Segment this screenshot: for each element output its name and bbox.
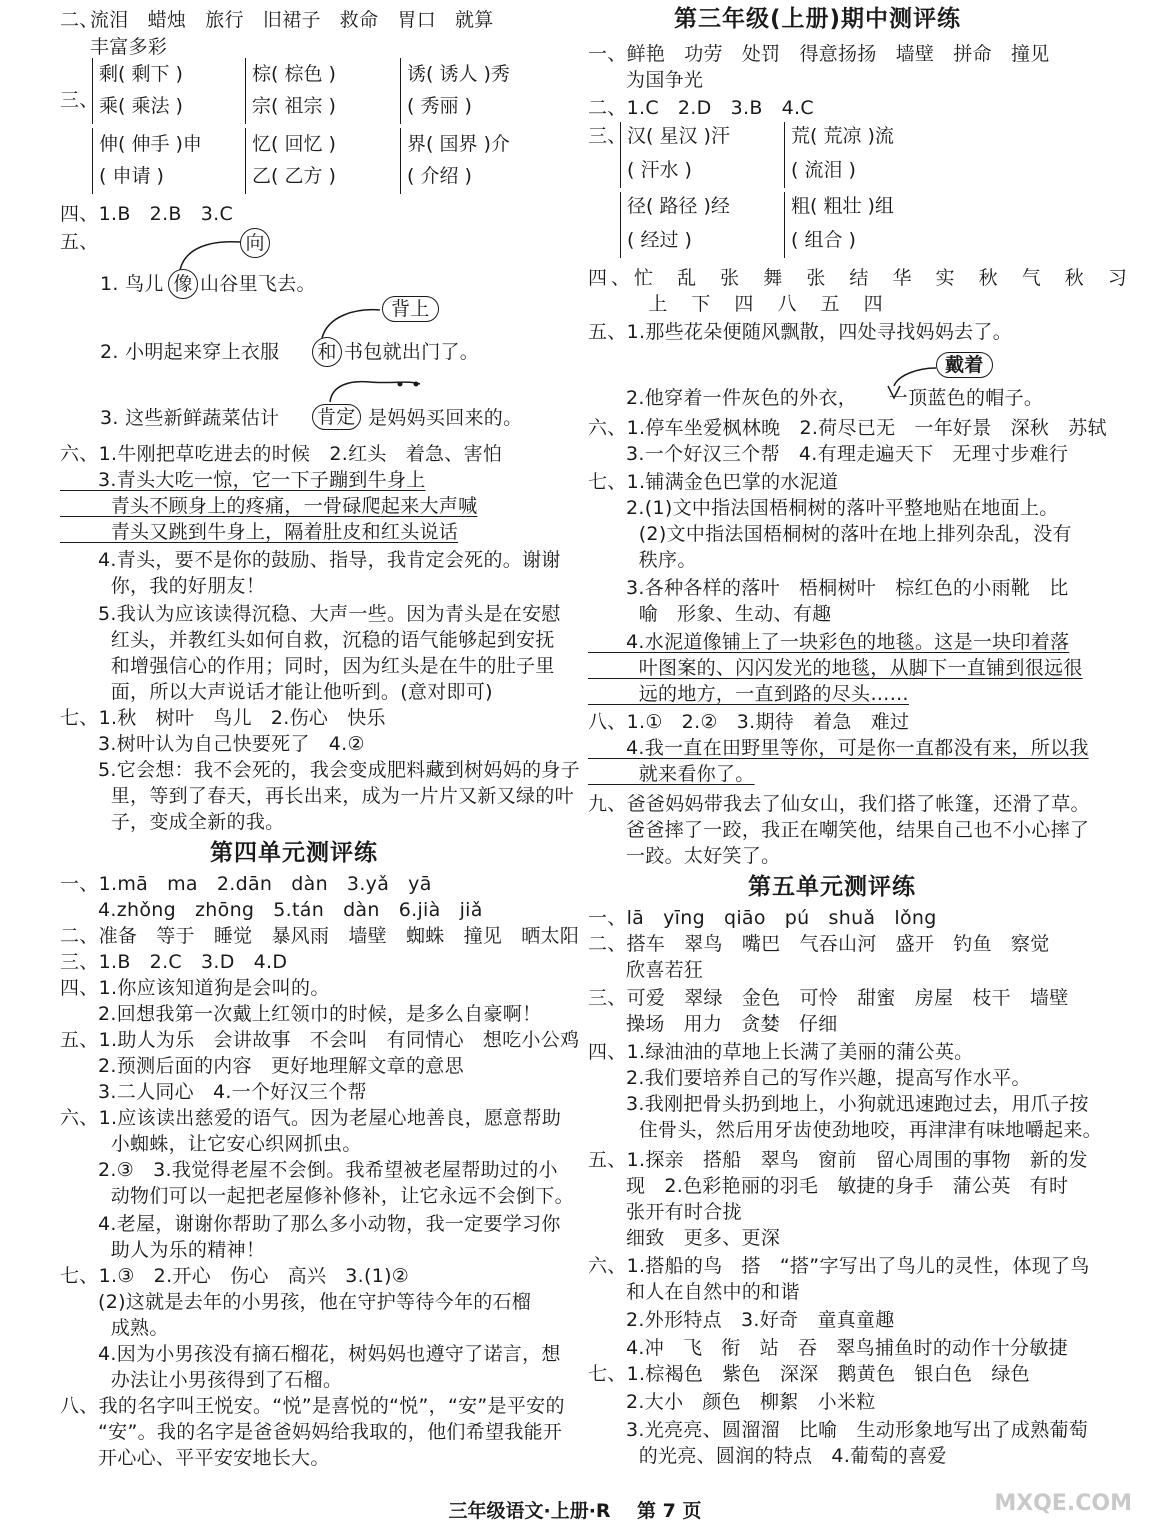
midterm-line: 九、爸爸妈妈带我去了仙女山，我们搭了帐篷，还滑了草。 — [588, 793, 1090, 815]
unit4-line: 4.zhǒng zhōng 5.tán dàn 6.jià jiǎ — [60, 899, 483, 921]
unit4-line: 二、准备 等于 睡觉 暴风雨 墙壁 蜘蛛 撞见 晒太阳 — [60, 925, 580, 947]
q2-words-line1: 流泪 蜡烛 旅行 旧裙子 救命 胃口 就算 — [90, 9, 494, 31]
unit5-line: 细致 更多、更深 — [588, 1227, 781, 1249]
unit5-line: 3.我刚把骨头扔到地上，小狗就迅速跑过去，用爪子按 — [588, 1093, 1089, 1115]
char-group: 伸( 伸手 )申 ( 申请 ) — [92, 128, 93, 194]
unit4-line: 开心心、平平安安地长大。 — [60, 1447, 330, 1469]
unit4-line: 成熟。 — [60, 1317, 169, 1339]
unit4-line: 三、1.B 2.C 3.D 4.D — [60, 951, 288, 973]
midterm-line: 就来看你了。 — [588, 763, 755, 785]
unit5-line: 六、1.搭船的鸟 搭 “搭”字写出了鸟儿的灵性，体现了鸟 — [588, 1255, 1090, 1277]
unit5-line: 欣喜若狂 — [588, 959, 704, 981]
midterm-line: 喻 形象、生动、有趣 — [588, 603, 832, 625]
unit5-line: 五、1.探亲 搭船 翠鸟 窗前 留心周围的事物 新的发 — [588, 1149, 1088, 1171]
q6-line: 4.青头，要不是你的鼓励、指导，我肯定会死的。谢谢 — [60, 549, 561, 571]
insert-mark — [588, 0, 1088, 420]
unit4-line: 八、我的名字叫王悦安。“悦”是喜悦的“悦”，“安”是平安的 — [60, 1395, 565, 1417]
midterm-line: 一跤。太好笑了。 — [588, 845, 781, 867]
midterm-line: 4.水泥道像铺上了一块彩色的地毯。这是一块印着落 — [588, 631, 1070, 653]
q6-line: 你，我的好朋友！ — [60, 575, 266, 597]
midterm-line: 八、1.① 2.② 3.期待 着急 难过 — [588, 711, 910, 733]
unit5-line: 2.外形特点 3.好奇 童真童趣 — [588, 1309, 895, 1331]
q2-words: 二、 — [60, 9, 99, 31]
unit4-line: 六、1.应该读出慈爱的语气。因为老屋心地善良，愿意帮助 — [60, 1107, 562, 1129]
unit4-line: 七、1.③ 2.开心 伤心 高兴 3.(1)② — [60, 1265, 410, 1287]
char-group: 诱( 诱人 )秀 ( 秀丽 ) — [400, 58, 401, 124]
unit4-line: 2.预测后面的内容 更好地理解文章的意思 — [60, 1055, 464, 1077]
midterm-q5-line: 五、1.那些花朵便随风飘散，四处寻找妈妈去了。 — [588, 321, 1013, 343]
unit4-line: 4.老屋，谢谢你帮助了那么多小动物，我一定要学习你 — [60, 1213, 561, 1235]
page-footer: 三年级语文·上册·R 第 7 页 — [448, 1500, 702, 1522]
unit5-title: 第五单元测评练 — [748, 874, 916, 900]
midterm-title: 第三年级(上册)期中测评练 — [674, 6, 962, 32]
q6-line: 红头，并教红头如何自救，沉稳的语气能够起到安抚 — [60, 629, 555, 651]
char-group: 忆( 回忆 ) 乙( 乙方 ) — [245, 128, 246, 194]
midterm-q4-line: 上 下 四 八 五 四 — [588, 293, 887, 315]
unit5-line: 操场 用力 贪婪 仔细 — [588, 1013, 838, 1035]
q5-sentence-3-b: 是妈妈买回来的。 — [368, 407, 523, 429]
unit4-line: 小蜘蛛，让它安心织网抓虫。 — [60, 1133, 362, 1155]
unit5-line: 的光亮、圆润的特点 4.葡萄的喜爱 — [588, 1445, 947, 1467]
q7-line: 子，变成全新的我。 — [60, 811, 285, 833]
midterm-q5-insert-word: 戴着 — [936, 352, 993, 378]
char-group: 径( 路径 )经 ( 经过 ) — [620, 192, 621, 258]
q5-insert-word-2: 背上 — [382, 296, 439, 322]
midterm-line: 3.各种各样的落叶 梧桐树叶 棕红色的小雨靴 比 — [588, 577, 1069, 599]
unit5-line: 三、可爱 翠绿 金色 可怜 甜蜜 房屋 枝干 墙壁 — [588, 987, 1069, 1009]
midterm-line: 二、1.C 2.D 3.B 4.C — [588, 97, 814, 119]
proofreading-marks — [60, 0, 560, 460]
unit5-line: 和人在自然中的和谐 — [588, 1281, 800, 1303]
q5-sentence-2-a: 2. 小明起来穿上衣服 — [100, 341, 280, 363]
midterm-line: (2)文中指法国梧桐树的落叶在地上排列杂乱，没有 — [588, 523, 1072, 545]
q2-words-line2: 丰富多彩 — [90, 36, 168, 58]
unit4-line: (2)这就是去年的小男孩，他在守护等待今年的石榴 — [60, 1291, 532, 1313]
q5-sentence-1-b: 山谷里飞去。 — [200, 273, 316, 295]
unit4-line: “安”。我的名字是爸爸妈妈给我取的，他们希望我能开 — [60, 1421, 563, 1443]
midterm-line: 一、鲜艳 功劳 处罚 得意扬扬 墙壁 拼命 撞见 — [588, 43, 1050, 65]
unit4-line: 2.③ 3.我觉得老屋不会倒。我希望被老屋帮助过的小 — [60, 1159, 558, 1181]
unit4-line: 4.因为小男孩没有摘石榴花，树妈妈也遵守了诺言，想 — [60, 1343, 561, 1365]
unit5-line: 四、1.绿油油的草地上长满了美丽的蒲公英。 — [588, 1041, 974, 1063]
q7-line: 七、1.秋 树叶 鸟儿 2.伤心 快乐 — [60, 707, 386, 729]
midterm-line: 秩序。 — [588, 549, 697, 571]
q6-line: 青头又跳到牛身上，隔着肚皮和红头说话 — [60, 521, 459, 543]
midterm-line: 七、1.铺满金色巴掌的水泥道 — [588, 471, 839, 493]
unit5-line: 4.冲 飞 衔 站 吞 翠鸟捕鱼时的动作十分敏捷 — [588, 1337, 1068, 1359]
midterm-line: 3.一个好汉三个帮 4.有理走遍天下 无理寸步难行 — [588, 443, 1069, 465]
midterm-line: 4.我一直在田野里等你，可是你一直都没有来，所以我 — [588, 737, 1089, 759]
unit4-line: 助人为乐的精神！ — [60, 1239, 266, 1261]
q6-line: 和增强信心的作用；同时，因为红头是在牛的肚子里 — [60, 655, 555, 677]
unit5-line: 七、1.棕褐色 紫色 深深 鹅黄色 银白色 绿色 — [588, 1363, 1030, 1385]
midterm-line: 叶图案的、闪闪发光的地毯，从脚下一直铺到很远很 — [588, 657, 1083, 679]
unit4-line: 五、1.助人为乐 会讲故事 不会叫 有同情心 想吃小公鸡 — [60, 1029, 580, 1051]
q6-line: 六、1.牛刚把草吃进去的时候 2.红头 着急、害怕 — [60, 443, 503, 465]
unit5-line: 二、搭车 翠鸟 嘴巴 气吞山河 盛开 钓鱼 察觉 — [588, 933, 1050, 955]
unit5-line: 现 2.色彩艳丽的羽毛 敏捷的身手 蒲公英 有时 — [588, 1175, 1069, 1197]
q3-label: 三、 — [60, 89, 99, 111]
char-group: 剩( 剩下 ) 乘( 乘法 ) — [92, 58, 93, 124]
midterm-line: 六、1.停车坐爱枫林晚 2.荷尽已无 一年好景 深秋 苏轼 — [588, 417, 1107, 439]
q4-answers: 四、1.B 2.B 3.C — [60, 203, 234, 225]
unit4-line: 四、1.你应该知道狗是会叫的。 — [60, 977, 330, 999]
q5-insert-word-1: 向 — [240, 228, 270, 258]
char-group: 界( 国界 )介 ( 介绍 ) — [400, 128, 401, 194]
midterm-q3-label: 三、 — [588, 125, 627, 147]
q6-line: 面，所以大声说话才能让他听到。(意对即可) — [60, 681, 493, 703]
midterm-line: 2.(1)文中指法国梧桐树的落叶平整地贴在地面上。 — [588, 497, 1059, 519]
unit4-title: 第四单元测评练 — [210, 840, 378, 866]
unit5-line: 2.我们要培养自己的写作兴趣，提高写作水平。 — [588, 1067, 1031, 1089]
unit4-line: 办法让小男孩得到了石榴。 — [60, 1369, 343, 1391]
midterm-line: 爸爸摔了一跤，我正在嘲笑他，结果自己也不小心摔了 — [588, 819, 1090, 841]
q5-circled-word-3: 肯定 — [312, 404, 361, 430]
unit5-line: 2.大小 颜色 柳絮 小米粒 — [588, 1391, 876, 1413]
char-group: 汉( 星汉 )汗 ( 汗水 ) — [620, 122, 621, 188]
unit5-line: 3.光亮亮、圆溜溜 比喻 生动形象地写出了成熟葡萄 — [588, 1419, 1089, 1441]
unit4-line: 3.二人同心 4.一个好汉三个帮 — [60, 1081, 367, 1103]
watermark: MXQE.COM — [994, 1491, 1132, 1516]
q5-circled-word-2: 和 — [312, 337, 342, 367]
q5-label: 五、 — [60, 231, 99, 253]
midterm-line: 远的地方，一直到路的尽头…… — [588, 683, 909, 705]
q6-line: 青头不顾身上的疼痛，一骨碌爬起来大声喊 — [60, 495, 478, 517]
unit4-line: 2.回想我第一次戴上红领巾的时候，是多么自豪啊！ — [60, 1003, 542, 1025]
midterm-line: 为国争光 — [588, 69, 704, 91]
q5-sentence-3-a: 3. 这些新鲜蔬菜估计 — [100, 407, 280, 429]
char-group: 粗( 粗壮 )组 ( 组合 ) — [784, 192, 785, 258]
char-group: 荒( 荒凉 )流 ( 流泪 ) — [784, 122, 785, 188]
midterm-q5-line: 2.他穿着一件灰色的外衣， 一顶蓝色的帽子。 — [588, 387, 1044, 409]
q5-circled-word-1: 像 — [168, 269, 198, 299]
midterm-q4-line: 四、忙 乱 张 舞 张 结 华 实 秋 气 秋 习 — [588, 267, 1131, 289]
unit5-line: 张开有时合拢 — [588, 1201, 742, 1223]
unit5-line: 住骨头，然后用牙齿使劲地咬，再津津有味地嚼起来。 — [588, 1119, 1102, 1141]
unit4-line: 一、1.mā ma 2.dān dàn 3.yǎ yā — [60, 873, 432, 895]
q7-line: 里，等到了春天，再长出来，成为一片片又新又绿的叶 — [60, 785, 574, 807]
q5-sentence-2-b: 书包就出门了。 — [344, 341, 480, 363]
unit4-line: 动物们可以一起把老屋修补修补，让它永远不会倒下。 — [60, 1185, 574, 1207]
q6-line: 3.青头大吃一惊，它一下子蹦到牛身上 — [60, 469, 426, 491]
q6-line: 5.我认为应该读得沉稳、大声一些。因为青头是在安慰 — [60, 603, 561, 625]
q5-sentence-1-a: 1. 鸟儿 — [100, 273, 164, 295]
char-group: 棕( 棕色 ) 宗( 祖宗 ) — [245, 58, 246, 124]
q7-line: 3.树叶认为自己快要死了 4.② — [60, 733, 365, 755]
q7-line: 5.它会想：我不会死的，我会变成肥料藏到树妈妈的身子 — [60, 759, 580, 781]
unit5-line: 一、lā yīng qiāo pú shuǎ lǒng — [588, 907, 937, 929]
